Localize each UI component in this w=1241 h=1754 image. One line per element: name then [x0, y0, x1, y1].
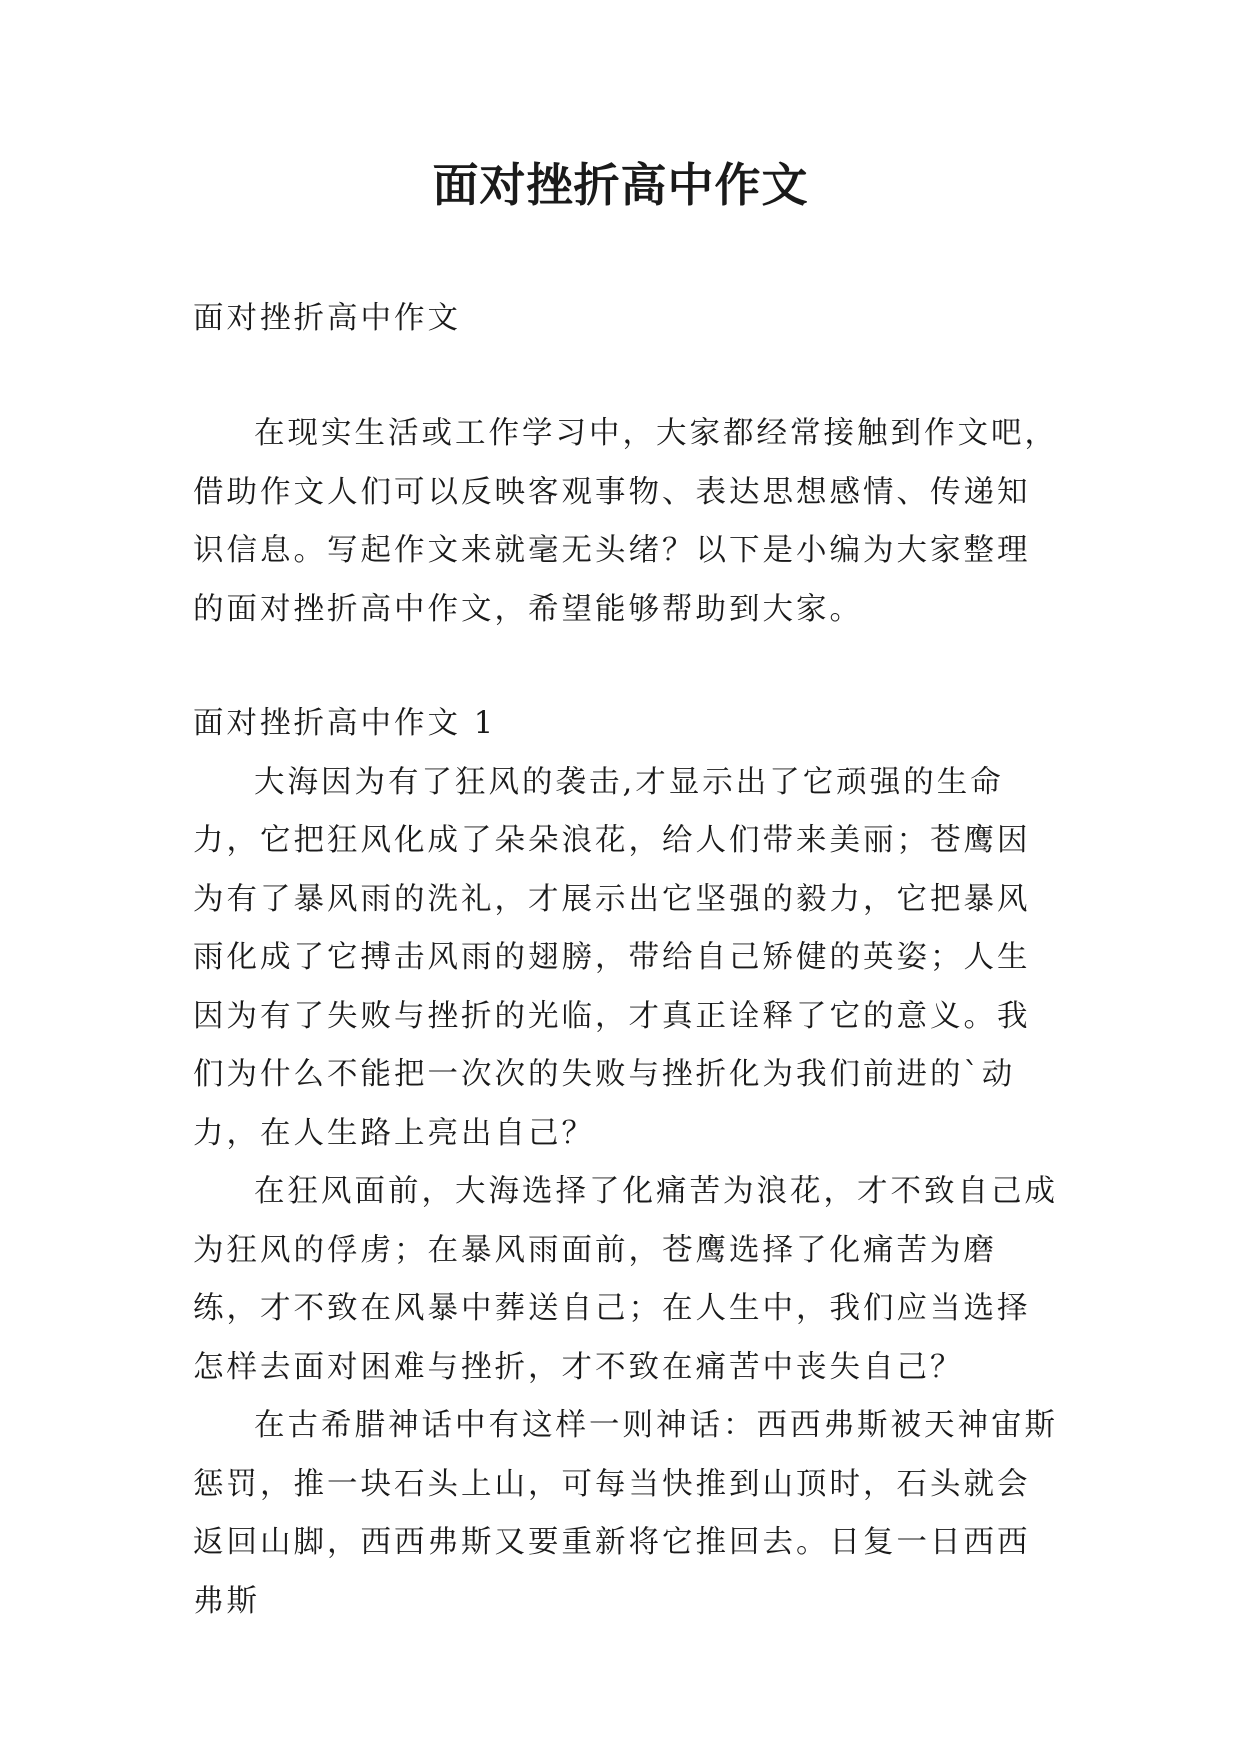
document-subtitle: 面对挫折高中作文 [193, 301, 461, 336]
essay-paragraph-1: 大海因为有了狂风的袭击,才显示出了它顽强的生命力，它把狂风化成了朵朵浪花，给人们带来美丽；苍鹰因为有了暴风雨的洗礼，才展示出它坚强的毅力，它把暴风雨化成了它搏击风雨的翅膀，带给自己矫健的英姿；人生因为有了失败与挫折的光临，才真正诠释了它的意义。我们为什么不能把一次次的失败与挫折化为我们前进的`动力，在人生路上亮出自己？ [193, 764, 1031, 1151]
intro-paragraph: 在现实生活或工作学习中，大家都经常接触到作文吧，借助作文人们可以反映客观事物、表达思想感情、传递知识信息。写起作文来就毫无头绪？以下是小编为大家整理的面对挫折高中作文，希望能够帮助到大家。 [193, 416, 1058, 627]
document-title: 面对挫折高中作文 [432, 158, 809, 212]
essay-paragraph-3: 在古希腊神话中有这样一则神话：西西弗斯被天神宙斯惩罚，推一块石头上山，可每当快推到山顶时，石头就会返回山脚，西西弗斯又要重新将它推回去。日复一日西西弗斯 [193, 1408, 1058, 1619]
essay-paragraph-2: 在狂风面前，大海选择了化痛苦为浪花，才不致自己成为狂风的俘虏；在暴风雨面前，苍鹰选择了化痛苦为磨练，才不致在风暴中葬送自己；在人生中，我们应当选择怎样去面对困难与挫折，才不致在痛苦中丧失自己？ [193, 1174, 1058, 1385]
section-heading: 面对挫折高中作文 1 [193, 706, 497, 741]
essay-section [193, 695, 1063, 1631]
